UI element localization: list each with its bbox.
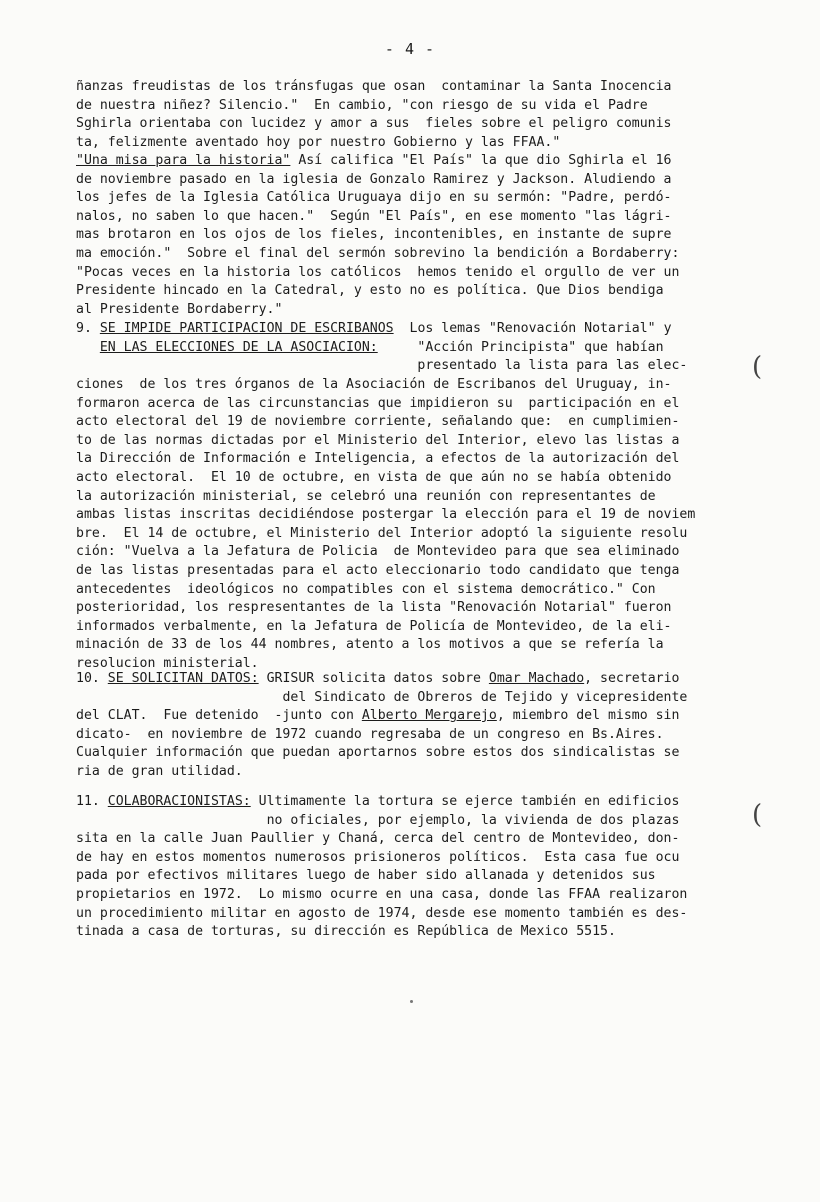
section-number: 9. bbox=[76, 321, 92, 336]
text-line: nalos, no saben lo que hacen." Según "El País", en ese momento "las lágri- bbox=[76, 208, 672, 224]
text-fragment: del Sindicato de Obreros de Tejido y vicepresidente bbox=[282, 689, 688, 705]
text-fragment: , secretario bbox=[584, 671, 680, 686]
text-fragment: GRISUR solicita datos sobre bbox=[258, 671, 489, 686]
text-line: mas brotaron en los ojos de los fieles, incontenibles, en instante de supre bbox=[76, 227, 672, 243]
text-line: ción: "Vuelva a la Jefatura de Policia de Montevideo para que sea eliminado bbox=[76, 544, 680, 560]
text-line: de las listas presentadas para el acto eleccionario todo candidato que tenga bbox=[76, 562, 680, 578]
margin-paren-mark: ( bbox=[752, 352, 763, 382]
text-line: minación de 33 de los 44 nombres, atento a los motivos a que se refería la bbox=[76, 637, 664, 653]
text-line: to de las normas dictadas por el Ministerio del Interior, elevo las listas a bbox=[76, 432, 680, 448]
text-line bbox=[76, 670, 736, 689]
text-line: los jefes de la Iglesia Católica Uruguaya dijo en su sermón: "Padre, perdó- bbox=[76, 190, 672, 206]
text-line: acto electoral del 19 de noviembre corriente, señalando que: en cumplimien- bbox=[76, 414, 680, 430]
person-name: Omar Machado bbox=[488, 671, 585, 686]
text-line: ta, felizmente aventado hoy por nuestro Gobierno y las FFAA." bbox=[76, 134, 561, 150]
text-line: ñanzas freudistas de los tránsfugas que osan contaminar la Santa Inocencia bbox=[76, 79, 672, 94]
section-title: EN LAS ELECCIONES DE LA ASOCIACION: bbox=[99, 339, 378, 355]
section-11 bbox=[76, 793, 736, 942]
text-line bbox=[76, 689, 736, 708]
text-line: al Presidente Bordaberry." bbox=[76, 301, 283, 317]
misa-heading: "Una misa para la historia" bbox=[76, 153, 291, 168]
section-title: COLABORACIONISTAS: bbox=[107, 794, 251, 809]
section-9-header bbox=[76, 320, 736, 376]
text-line: Cualquier información que puedan aportarnos sobre estos dos sindicalistas se bbox=[76, 745, 680, 761]
intro-paragraph bbox=[76, 78, 736, 152]
text-line: informados verbalmente, en la Jefatura de Policía de Montevideo, de la eli- bbox=[76, 618, 672, 634]
text-line: ria de gran utilidad. bbox=[76, 763, 243, 779]
text-line: resolucion ministerial. bbox=[76, 655, 259, 671]
text-line: de noviembre pasado en la iglesia de Gonzalo Ramirez y Jackson. Aludiendo a bbox=[76, 171, 672, 187]
section-number: 11. bbox=[76, 794, 100, 809]
text-line: ambas listas inscritas decidiéndose postergar la elección para el 19 de noviem bbox=[76, 507, 696, 523]
section-number: 10. bbox=[76, 671, 100, 686]
page-number: - 4 - bbox=[384, 40, 436, 58]
text-line bbox=[76, 707, 736, 726]
section-title: SE SOLICITAN DATOS: bbox=[107, 671, 259, 686]
text-line: presentado la lista para las elec- bbox=[417, 358, 688, 374]
text-line: la Dirección de Información e Inteligencia, a efectos de la autorización del bbox=[76, 451, 680, 467]
scan-speck bbox=[410, 1000, 413, 1003]
text-line: tinada a casa de torturas, su dirección es República de Mexico 5515. bbox=[76, 924, 616, 940]
text-line: Presidente hincado en la Catedral, y esto no es política. Que Dios bendiga bbox=[76, 283, 664, 299]
text-line bbox=[76, 152, 736, 171]
text-line: posterioridad, los respresentantes de la lista "Renovación Notarial" fueron bbox=[76, 600, 672, 616]
margin-paren-mark: ( bbox=[752, 800, 763, 830]
text-line: sita en la calle Juan Paullier y Chaná, cerca del centro de Montevideo, don- bbox=[76, 831, 680, 847]
text-line: acto electoral. El 10 de octubre, en vista de que aún no se había obtenido bbox=[76, 469, 672, 485]
text-line: ciones de los tres órganos de la Asociación de Escribanos del Uruguay, in- bbox=[76, 377, 672, 392]
text-line: bre. El 14 de octubre, el Ministerio del Interior adoptó la siguiente resolu bbox=[76, 525, 688, 541]
text-line: dicato- en noviembre de 1972 cuando regresaba de un congreso en Bs.Aires. bbox=[76, 726, 664, 742]
section-title: SE IMPIDE PARTICIPACION DE ESCRIBANOS bbox=[99, 321, 394, 336]
text-line: la autorización ministerial, se celebró una reunión con representantes de bbox=[76, 488, 656, 504]
text-line bbox=[76, 320, 736, 339]
text-fragment: , miembro del mismo sin bbox=[496, 708, 680, 724]
text-fragment: del CLAT. Fue detenido -junto con bbox=[76, 708, 362, 724]
text-line: un procedimiento militar en agosto de 1974, desde ese momento también es des- bbox=[76, 905, 688, 921]
misa-first-line: Así califica "El País" la que dio Sghirla el 16 bbox=[290, 153, 672, 168]
text-line: Los lemas "Renovación Notarial" y bbox=[409, 321, 672, 336]
person-name: Alberto Mergarejo bbox=[361, 708, 497, 724]
text-line: ma emoción." Sobre el final del sermón sobrevino la bendición a Bordaberry: bbox=[76, 245, 680, 261]
text-fragment: Ultimamente la tortura se ejerce también en edificios bbox=[250, 794, 680, 809]
misa-paragraph bbox=[76, 152, 736, 319]
section-10 bbox=[76, 670, 736, 782]
text-line: "Pocas veces en la historia los católicos hemos tenido el orgullo de ver un bbox=[76, 264, 680, 280]
text-line: de nuestra niñez? Silencio." En cambio, "con riesgo de su vida el Padre bbox=[76, 97, 648, 113]
text-line: "Acción Principista" que habían bbox=[417, 339, 664, 355]
text-line bbox=[76, 812, 736, 831]
text-line bbox=[76, 339, 736, 358]
text-line bbox=[76, 357, 736, 376]
text-line: pada por efectivos militares luego de haber sido allanada y detenidos sus bbox=[76, 868, 656, 884]
text-line: antecedentes ideológicos no compatibles con el sistema democrático." Con bbox=[76, 581, 656, 597]
text-line: propietarios en 1972. Lo mismo ocurre en una casa, donde las FFAA realizaron bbox=[76, 886, 688, 902]
text-line: de hay en estos momentos numerosos prisioneros políticos. Esta casa fue ocu bbox=[76, 849, 680, 865]
text-fragment: no oficiales, por ejemplo, la vivienda de dos plazas bbox=[266, 812, 680, 828]
text-line: Sghirla orientaba con lucidez y amor a sus fieles sobre el peligro comunis bbox=[76, 116, 672, 132]
text-line bbox=[76, 793, 736, 812]
section-9-body bbox=[76, 376, 736, 674]
text-line: formaron acerca de las circunstancias que impidieron su participación en el bbox=[76, 395, 680, 411]
